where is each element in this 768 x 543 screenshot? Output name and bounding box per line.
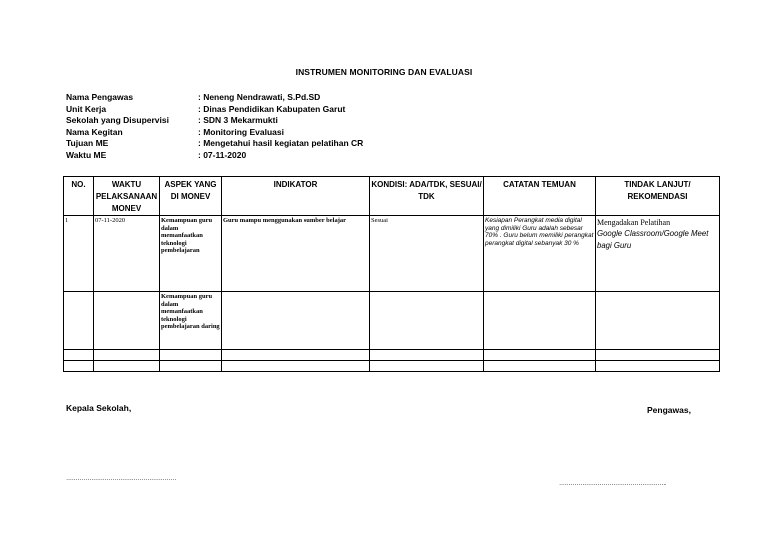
cell-empty [484,350,596,361]
table-row [64,361,720,372]
info-row-sekolah [66,115,363,127]
info-label: Unit Kerja [66,103,107,114]
info-row-pengawas [66,92,363,104]
pengawas-signature-line: ……………………………………………….. [559,481,667,487]
info-label: Nama Pengawas [66,92,134,102]
tindak-line-2: Google Classroom/Google Meet bagi Guru [597,229,709,250]
cell-empty [160,350,222,361]
info-value: : 07-11-2020 [198,149,247,160]
cell-empty [222,350,370,361]
table-header-row [64,177,720,216]
cell-empty [370,292,484,350]
cell-empty [94,350,160,361]
cell-empty [64,292,94,350]
monev-table [63,176,720,372]
cell-empty [484,361,596,372]
info-row-tujuan [66,138,363,150]
info-label: Sekolah yang Disupervisi [66,115,169,125]
info-value: : Monitoring Evaluasi [198,126,284,137]
info-value: : Mengetahui hasil kegiatan pelatihan CR [198,138,364,148]
cell-no: 1 [64,216,94,292]
cell-empty [484,292,596,350]
cell-waktu: 07-11-2020 [94,216,160,292]
kepala-sekolah-signature-line: ………………………………………………… [66,476,177,482]
cell-empty [370,350,484,361]
document-title: INSTRUMEN MONITORING DAN EVALUASI [295,67,473,77]
table-row [64,216,720,292]
info-label: Waktu ME [66,149,107,160]
header-no: NO. [64,177,94,216]
cell-empty [94,361,160,372]
cell-indikator: Guru mampu menggunakan sumber belajar [222,216,370,292]
info-value: : Dinas Pendidikan Kabupaten Garut [198,103,346,114]
cell-empty [222,292,370,350]
cell-tindak-lanjut [596,216,720,292]
header-tindak-lanjut: TINDAK LANJUT/ REKOMENDASI [596,177,720,216]
info-row-waktu [66,150,363,162]
cell-empty [64,361,94,372]
table-row [64,350,720,361]
cell-empty [94,292,160,350]
table-row [64,292,720,350]
cell-kondisi: Sesuai [370,216,484,292]
cell-empty [596,350,720,361]
header-indikator: INDIKATOR [222,177,370,216]
info-label: Nama Kegitan [66,126,123,137]
info-value: : Neneng Nendrawati, S.Pd.SD [198,92,321,102]
cell-empty [222,361,370,372]
cell-empty [596,292,720,350]
info-row-unit-kerja [66,104,363,116]
info-value: : SDN 3 Mekarmukti [198,115,278,125]
cell-catatan: Kesiapan Perangkat media digital yang dimiliki Guru adalah sebesar 70% . Guru belum memiliki perangkat perangkat digital sebanyak 30 % [484,216,596,292]
info-block [66,92,363,161]
cell-empty [596,361,720,372]
cell-empty [64,350,94,361]
header-catatan: CATATAN TEMUAN [484,177,596,216]
info-row-kegiatan [66,127,363,139]
pengawas-label: Pengawas, [647,405,691,415]
cell-empty [160,361,222,372]
kepala-sekolah-label: Kepala Sekolah, [66,403,132,413]
header-kondisi: KONDISI: ADA/TDK, SESUAI/ TDK [370,177,484,216]
info-label: Tujuan ME [66,138,109,148]
cell-aspek: Kemampuan guru dalam memanfaatkan teknologi pembelajaran [160,216,222,292]
header-waktu: WAKTU PELAKSANAAN MONEV [94,177,160,216]
header-aspek: ASPEK YANG DI MONEV [160,177,222,216]
tindak-line-1: Mengadakan Pelatihan [597,218,671,227]
cell-empty [370,361,484,372]
cell-aspek: Kemampuan guru dalam memanfaatkan teknologi pembelajaran daring [160,292,222,350]
